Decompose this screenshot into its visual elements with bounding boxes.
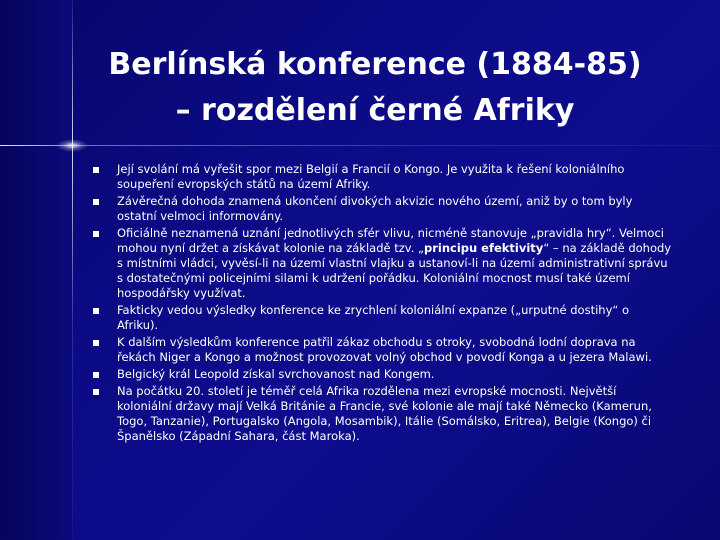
bullet-text: Na počátku 20. století je téměř celá Afrika rozdělena mezi evropské mocnosti. Největší koloniální državy mají Velká Británie a Francie, své kolonie ale mají také Německo (Kamerun, Togo, Tanzanie), Portugalsko (Angola, Mosambik), Itálie (Somálsko, Eritrea), Belgie (Kongo) či Španělsko (Západní Sahara, část Maroka). — [117, 384, 652, 443]
bullet-item — [93, 367, 673, 382]
slide-title — [70, 42, 680, 134]
square-bullet-icon — [93, 372, 99, 378]
sparkle-decoration — [56, 139, 88, 152]
square-bullet-icon — [93, 167, 99, 173]
bullet-text-before: Oficiálně neznamená uznání jednotlivých sfér vlivu, nicméně stanovuje „pravidla hry“. Velmoci mohou nyní držet a získávat kolonie na základě tzv. „ — [117, 226, 664, 255]
bullet-text: K dalším výsledkům konference patřil zákaz obchodu s otroky, svobodná lodní doprava na řekách Niger a Kongo a možnost provozovat volný obchod v povodí Konga a u jezera Malawi. — [117, 335, 652, 364]
slide-title-line-2: – rozdělení černé Afriky — [175, 93, 575, 128]
bullet-text-emphasis: principu efektivity — [423, 241, 544, 255]
square-bullet-icon — [93, 308, 99, 314]
bullet-item — [93, 194, 673, 224]
bullet-list — [93, 162, 673, 446]
square-bullet-icon — [93, 199, 99, 205]
bullet-text: Její svolání má vyřešit spor mezi Belgií a Francií o Kongo. Je využita k řešení koloniálního soupeření evropských států na území Afriky. — [117, 162, 625, 191]
bullet-text: Závěrečná dohoda znamená ukončení divokých akvizic nového území, aniž by o tom byly ostatní velmoci informovány. — [117, 194, 633, 223]
bullet-text: Belgický král Leopold získal svrchovanost nad Kongem. — [117, 367, 435, 381]
bullet-item — [93, 384, 673, 444]
bullet-item — [93, 162, 673, 192]
square-bullet-icon — [93, 231, 99, 237]
bullet-item — [93, 335, 673, 365]
bullet-item — [93, 226, 673, 301]
square-bullet-icon — [93, 389, 99, 395]
slide-title-line-1: Berlínská konference (1884-85) — [108, 47, 642, 82]
horizontal-line-decoration — [0, 145, 720, 146]
square-bullet-icon — [93, 340, 99, 346]
bullet-item — [93, 303, 673, 333]
bullet-text-after: “ – na základě dohody s místními vládci, vyvěsí-li na území vlastní vlajku a ustanoví-li na území administrativní správu s dostatečnými policejními silami k udržení pořádku. Koloniální mocnost musí také území hospodářsky využívat. — [117, 241, 672, 300]
left-band-decoration — [0, 0, 72, 540]
bullet-text: Fakticky vedou výsledky konference ke zrychlení koloniální expanze („urputné dostihy“ o Afriku). — [117, 303, 630, 332]
